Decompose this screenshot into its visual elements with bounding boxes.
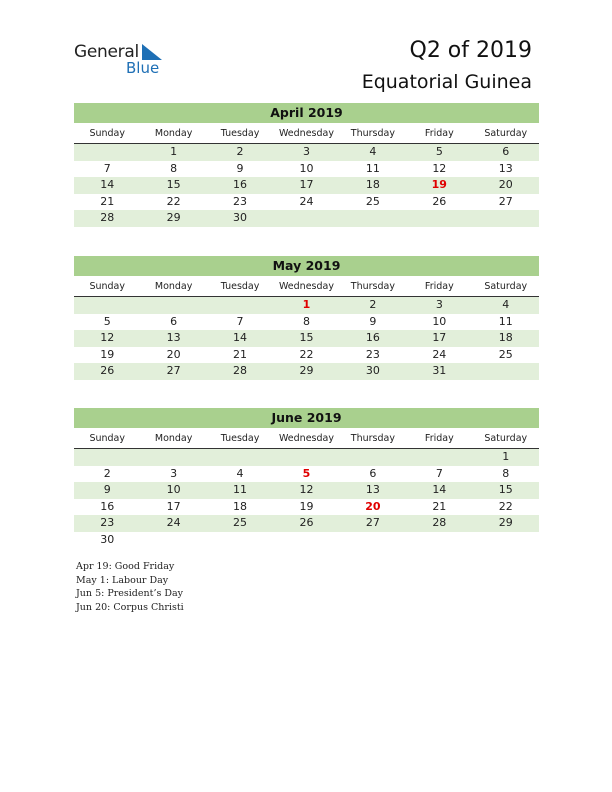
day-cell: 18 [498,331,513,344]
day-cell: 22 [166,194,181,208]
day-cell: 19 [100,347,115,361]
day-cell: 20 [365,499,381,513]
day-cell [406,449,472,466]
day-cell: 26 [100,364,115,377]
day-cell: 27 [498,194,513,208]
day-cell: 13 [365,483,380,496]
week-row [74,466,539,483]
weekday-label: Friday [424,433,454,444]
day-cell [473,363,539,380]
day-cell: 9 [236,161,244,175]
day-cell [74,297,140,314]
day-cell: 21 [233,347,248,361]
day-cell [406,210,472,227]
week-row [74,194,539,211]
day-cell: 10 [299,161,314,175]
day-cell [207,297,273,314]
weekday-label: Wednesday [278,281,334,292]
weekday-label: Saturday [484,433,528,444]
week-row [74,515,539,532]
day-cell: 12 [100,331,115,344]
logo-triangle-icon [142,44,164,60]
note-item: Apr 19: Good Friday [76,561,175,572]
day-cell: 17 [299,178,314,191]
weekday-label: Monday [154,128,193,139]
day-cell: 27 [365,516,380,529]
day-cell [273,210,339,227]
day-cell: 28 [100,211,115,224]
day-cell: 24 [432,347,447,361]
day-cell: 31 [432,364,447,377]
day-cell: 19 [431,178,447,191]
country-name: Equatorial Guinea [361,71,532,93]
day-cell: 23 [100,516,115,529]
day-cell: 26 [432,194,447,208]
day-cell: 1 [170,145,178,158]
day-cell: 12 [432,161,447,175]
weekday-label: Saturday [484,281,528,292]
weekday-label: Friday [424,281,454,292]
day-cell: 8 [170,161,178,175]
day-cell: 8 [502,466,510,480]
day-cell [473,210,539,227]
day-cell: 10 [166,483,181,496]
day-cell: 16 [100,499,115,513]
day-cell: 7 [236,314,244,328]
day-cell [207,449,273,466]
day-cell [74,144,140,161]
day-cell: 21 [432,499,447,513]
day-cell: 12 [299,483,314,496]
week-row [74,482,539,499]
weekday-label: Sunday [89,281,125,292]
day-cell: 25 [233,516,248,529]
weekday-label: Saturday [484,128,528,139]
day-cell: 16 [233,178,248,191]
day-cell: 4 [369,145,377,158]
day-cell: 23 [365,347,380,361]
day-cell: 18 [365,178,380,191]
day-cell: 15 [299,331,314,344]
week-row [74,144,539,161]
weekday-header-row [74,279,539,297]
day-cell [340,449,406,466]
day-cell: 14 [100,178,115,191]
weekday-header-row [74,431,539,449]
week-row [74,314,539,331]
note-item: May 1: Labour Day [76,574,169,586]
day-cell: 1 [302,298,311,311]
week-row [74,210,539,227]
weekday-label: Tuesday [220,281,260,292]
month-april [74,103,539,227]
page-title: Q2 of 2019 [409,38,532,63]
day-cell: 24 [166,516,181,529]
day-cell: 7 [435,466,443,480]
week-row [74,297,539,314]
day-cell: 18 [233,499,248,513]
day-cell: 20 [498,178,513,191]
day-cell: 3 [435,298,443,311]
day-cell: 4 [502,298,510,311]
day-cell: 25 [498,347,513,361]
day-cell: 22 [498,499,513,513]
weekday-label: Thursday [350,433,395,444]
day-cell: 9 [369,314,377,328]
day-cell: 6 [369,466,377,480]
day-cell: 30 [365,364,380,377]
day-cell: 13 [166,331,181,344]
week-row [74,177,539,194]
day-cell: 6 [502,145,510,158]
day-cell: 14 [233,331,248,344]
day-cell [140,297,206,314]
day-cell: 2 [103,466,111,480]
month-june [74,408,539,548]
day-cell [273,449,339,466]
day-cell [140,449,206,466]
weekday-label: Monday [154,433,193,444]
day-cell: 16 [365,331,380,344]
day-cell: 14 [432,483,447,496]
day-cell: 6 [170,314,178,328]
day-cell: 7 [103,161,111,175]
day-cell: 25 [365,194,380,208]
day-cell: 11 [233,483,248,496]
logo [74,42,184,78]
day-cell: 5 [103,314,111,328]
week-row [74,330,539,347]
day-cell: 29 [498,516,513,529]
month-title: June 2019 [74,408,539,428]
day-cell: 2 [236,145,244,158]
day-cell: 10 [432,314,447,328]
day-cell [140,532,206,549]
note-item: Jun 5: President’s Day [76,588,184,599]
week-row [74,363,539,380]
day-cell: 19 [299,499,314,513]
weekday-label: Sunday [89,433,125,444]
day-cell: 15 [498,483,513,496]
note-item: Jun 20: Corpus Christi [76,601,184,613]
week-row [74,532,539,549]
logo-general-text: General [74,42,139,62]
day-cell: 29 [299,364,314,377]
weekday-label: Sunday [89,128,125,139]
weekday-label: Friday [424,128,454,139]
day-cell: 26 [299,516,314,529]
day-cell: 5 [435,145,443,158]
day-cell: 22 [299,347,314,361]
day-cell: 17 [432,331,447,344]
month-title: April 2019 [74,103,539,123]
weekday-label: Wednesday [278,128,334,139]
day-cell: 29 [166,211,181,224]
day-cell: 30 [233,211,248,224]
day-cell: 27 [166,364,181,377]
weekday-label: Tuesday [220,433,260,444]
day-cell: 20 [166,347,181,361]
month-may [74,256,539,380]
logo-blue-text: Blue [126,59,160,77]
day-cell: 9 [103,483,111,496]
day-cell: 8 [302,314,310,328]
day-cell: 30 [100,532,115,546]
day-cell [340,532,406,549]
weekday-label: Monday [154,281,193,292]
weekday-label: Tuesday [220,128,260,139]
day-cell: 17 [166,499,181,513]
weekday-label: Thursday [350,128,395,139]
day-cell: 5 [302,466,311,480]
day-cell: 28 [233,364,248,377]
day-cell: 15 [166,178,181,191]
weekday-header-row [74,126,539,144]
day-cell: 2 [369,298,377,311]
day-cell: 23 [233,194,248,208]
day-cell [340,210,406,227]
day-cell: 4 [236,466,244,480]
day-cell: 11 [365,161,380,175]
weekday-label: Thursday [350,281,395,292]
day-cell [207,532,273,549]
holiday-notes [76,560,184,614]
day-cell [406,532,472,549]
day-cell [74,449,140,466]
weekday-label: Wednesday [278,433,334,444]
day-cell: 1 [502,450,510,463]
day-cell: 13 [498,161,513,175]
week-row [74,347,539,364]
day-cell: 3 [170,466,178,480]
day-cell: 3 [302,145,310,158]
day-cell: 11 [498,314,513,328]
day-cell: 24 [299,194,314,208]
week-row [74,449,539,466]
day-cell [473,532,539,549]
day-cell: 21 [100,194,115,208]
week-row [74,161,539,178]
day-cell [273,532,339,549]
day-cell: 28 [432,516,447,529]
week-row [74,499,539,516]
month-title: May 2019 [74,256,539,276]
